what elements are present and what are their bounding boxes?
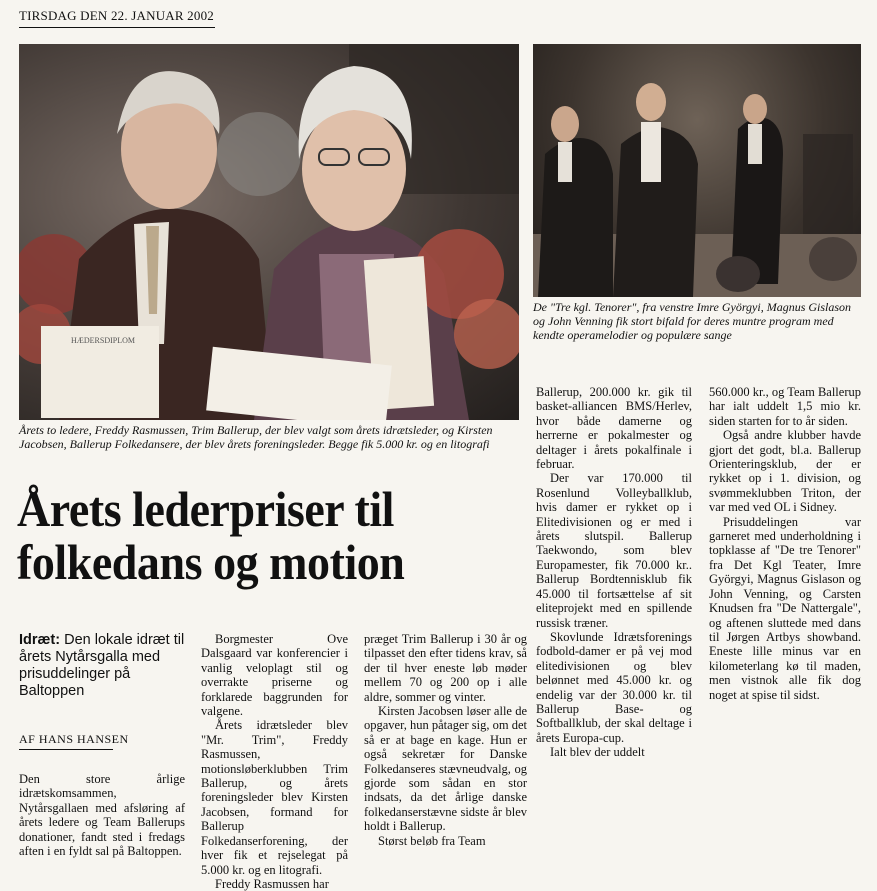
byline: AF HANS HANSEN: [19, 732, 129, 746]
body-paragraph: Årets idrætsleder blev "Mr. Trim", Freddy Rasmussen, motionsløberklubben Trim Ballerup, og årets foreningsleder blev Kirsten Jacobsen, formand for Ballerup Folkedanserforening, der hver fik et rejselegat på 5.000 kr. og en litografi.: [201, 718, 348, 877]
headline: Årets lederpriser til folkedans og motion: [17, 481, 405, 590]
body-paragraph: Ballerup, 200.000 kr. gik til basket-alliancen BMS/Herlev, hvor både damerne og herrerne er pokalmester og deltager i årets pokalfinale i februar.: [536, 385, 692, 472]
photo-tenors: [533, 44, 861, 297]
body-paragraph: Der var 170.000 til Rosenlund Volleyballklub, hvis damer er rykket op i Elitedivisionen og er med i årets slutspil. Ballerup Taekwondo, som blev Europamester, fik 70.000 kr.. Ballerup Bordtennisklub fik 45.000 til fortsættelse af sit eliteprojekt med en spillende russisk træner.: [536, 471, 692, 630]
body-paragraph: Ialt blev der uddelt: [550, 745, 645, 760]
body-paragraph: Freddy Rasmussen har: [215, 876, 329, 891]
diploma-label: HÆDERSDIPLOM: [70, 336, 135, 345]
body-column-5: [709, 385, 861, 702]
body-paragraph: 560.000 kr., og Team Ballerup har ialt uddelt 1,5 mio kr. siden starten for to år siden.: [709, 385, 861, 428]
body-column-4: [536, 385, 692, 760]
tenors-illustration: [533, 44, 861, 297]
body-paragraph: Også andre klubber havde gjort det godt, bl.a. Ballerup Orienteringsklub, der er rykket op i 1. division, og svømmeklubben Triton, der var med ved OL i Sidney.: [709, 428, 861, 515]
photo-caption-winners: Årets to ledere, Freddy Rasmussen, Trim Ballerup, der blev valgt som årets idrætsleder, og Kirsten Jacobsen, Ballerup Folkedansere, der blev årets foreningsleder. Begge fik 5.000 kr. og en litografi: [19, 423, 493, 451]
body-paragraph: Prisuddelingen var garneret med underholdning i topklasse af "De tre Tenorer" fra Det Kgl Teater, Imre Györgyi, Magnus Gislason og John Venning, og Carsten Knudsen fra "De Nattergale", og aftenen sluttede med dans til Jørgen Artbys showband. Eneste lille minus var en kilometerlang kø til maden, men vistnok alle fik dog noget at spise til sidst.: [709, 514, 861, 702]
body-paragraph: Skovlunde Idrætsforenings fodbold-damer er på vej mod elitedivisionen og blev belønnet med 45.000 kr. og endelig var der 30.000 kr. til Ballerup Base- og Softballklub, der skal deltage i årets Europa-cup.: [536, 629, 692, 745]
lead-text: Den lokale idræt til årets Nytårsgalla med prisuddelinger på Baltoppen: [19, 632, 185, 699]
body-paragraph: præget Trim Ballerup i 30 år og tilpasset den efter tidens krav, så der til hver eneste løb møder mellem 70 og 200 op i alle aldre, sommer og vinter.: [364, 632, 527, 704]
byline-rule: [19, 749, 113, 750]
body-paragraph: Den store årlige idrætskomsammen, Nytårsgallaen med afsløring af årets ledere og Team Ballerups donationer, fandt sted i fredags aften i en fyldt sal på Baltoppen.: [19, 772, 185, 859]
body-paragraph: Borgmester Ove Dalsgaard var konferencier i vanlig veloplagt stil og overrakte priserne og forklarede baggrunden for valgene.: [201, 632, 348, 719]
lead-kicker: Idræt:: [19, 632, 61, 648]
body-column-3: [364, 632, 527, 848]
award-winners-illustration: [19, 44, 519, 420]
body-column-1: [19, 772, 185, 858]
dateline: TIRSDAG DEN 22. JANUAR 2002: [19, 8, 214, 23]
photo-caption-tenors: De "Tre kgl. Tenorer", fra venstre Imre Györgyi, Magnus Gislason og John Venning fik stort bifald for deres muntre program med kendte operamelodier og populære sange: [533, 300, 852, 342]
body-paragraph: Kirsten Jacobsen løser alle de opgaver, hun påtager sig, om det så er at bage en kage. Hun er også sekretær for Danske Folkedanseres stævneudvalg, og gjorde som sådan en stor indsats, da det årlige danske folkedanserstævne sidste år blev holdt i Ballerup.: [364, 704, 527, 834]
body-paragraph: Størst beløb fra Team: [378, 833, 486, 848]
lead-paragraph: [19, 632, 189, 700]
dateline-rule: [19, 27, 215, 28]
body-column-2: [201, 632, 348, 891]
photo-award-winners: [19, 44, 519, 420]
